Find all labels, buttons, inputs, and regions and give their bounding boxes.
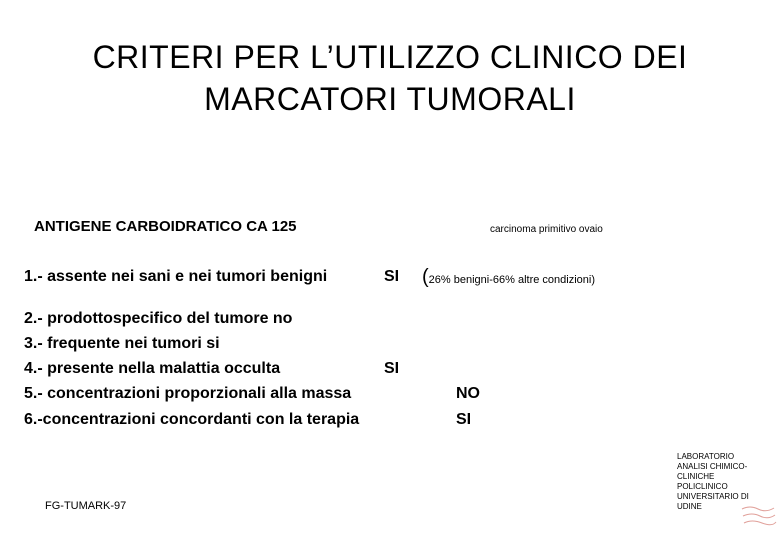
criterion-6: 6.-concentrazioni concordanti con la terapia <box>24 411 360 428</box>
criterion-3: 3.- frequente nei tumori si <box>24 335 220 352</box>
criterion-4-answer: SI <box>384 360 400 377</box>
watermark-scribble-icon <box>740 503 778 529</box>
criterion-5-answer: NO <box>456 385 480 402</box>
criterion-1-note-text: 26% benigni-66% altre condizioni) <box>428 274 595 286</box>
lab-credit: LABORATORIO ANALISI CHIMICO-CLINICHE POLICLINICO UNIVERSITARIO DI UDINE <box>677 452 749 511</box>
title-line-2: MARCATORI TUMORALI <box>204 81 576 117</box>
criterion-1-answer: SI <box>384 268 400 285</box>
antigen-heading: ANTIGENE CARBOIDRATICO CA 125 <box>34 218 297 235</box>
criterion-4: 4.- presente nella malattia occulta <box>24 360 281 377</box>
criterion-1-note <box>422 266 595 289</box>
watermark-logo <box>740 503 780 532</box>
context-note: carcinoma primitivo ovaio <box>490 224 603 235</box>
criterion-6-answer: SI <box>456 411 472 428</box>
criterion-5: 5.- concentrazioni proporzionali alla massa <box>24 385 352 402</box>
criterion-2: 2.- prodottospecifico del tumore no <box>24 310 293 327</box>
criterion-1-note-paren: ( <box>422 266 429 288</box>
slide-title <box>0 36 780 120</box>
title-line-1: CRITERI PER L’UTILIZZO CLINICO DEI <box>92 39 688 75</box>
criterion-1: 1.- assente nei sani e nei tumori benigni <box>24 268 328 285</box>
footer-code: FG-TUMARK-97 <box>45 500 127 512</box>
